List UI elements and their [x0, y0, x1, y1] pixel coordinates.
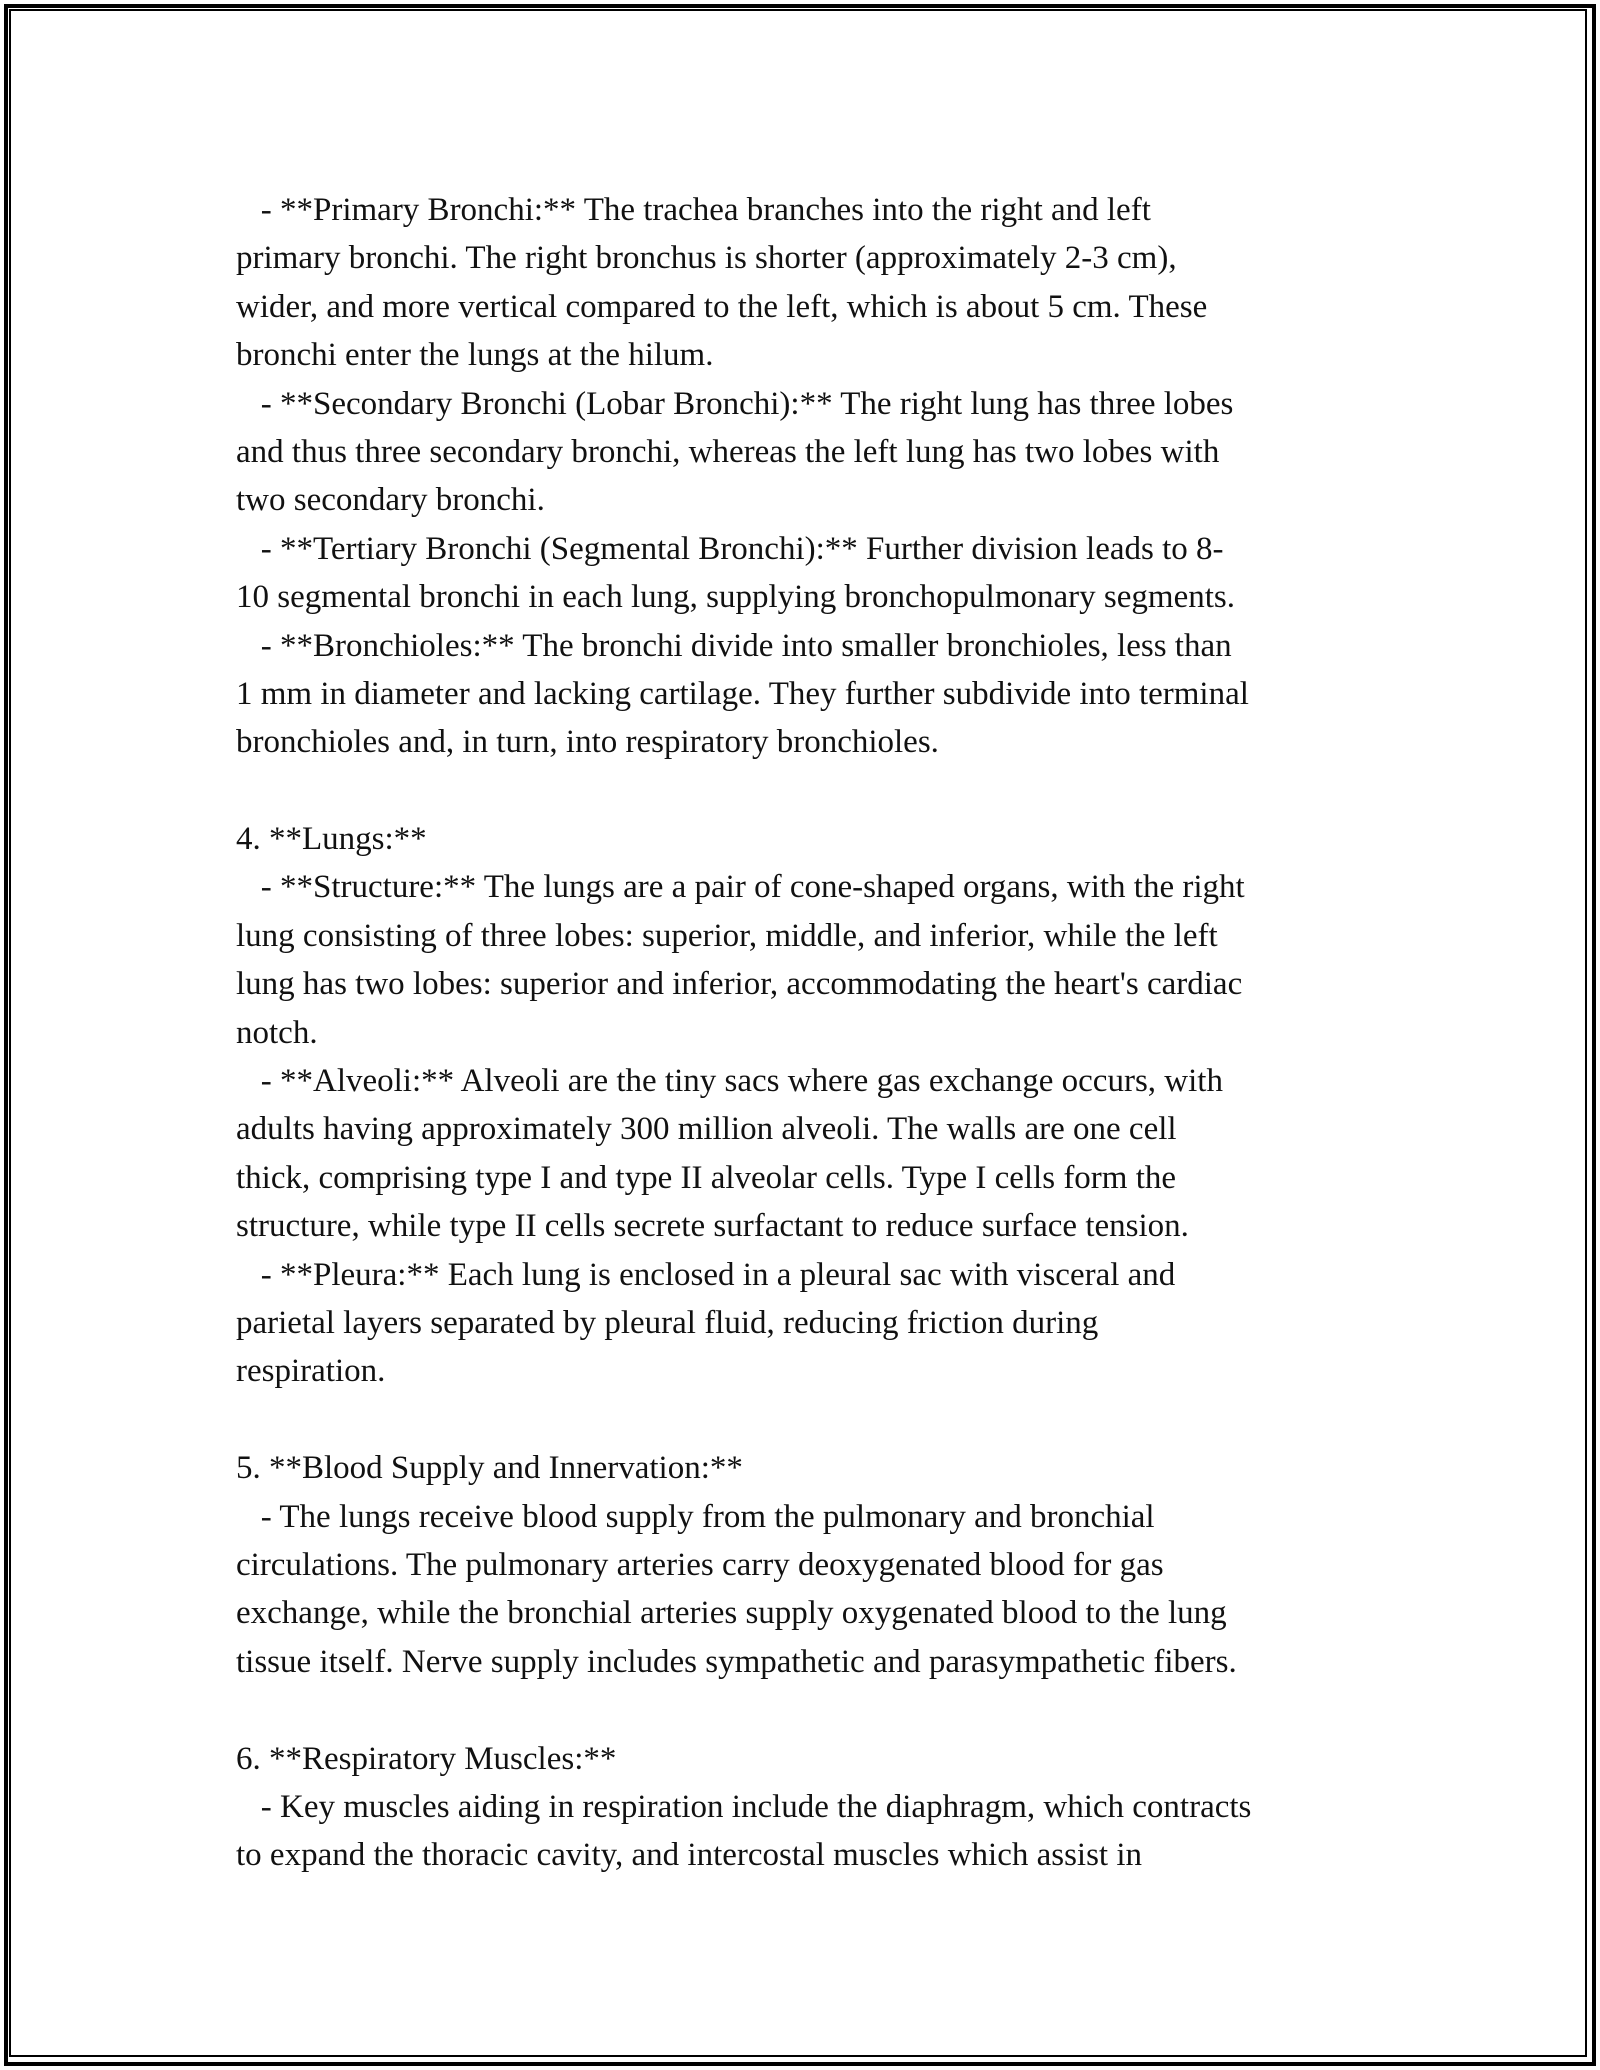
blank-line — [236, 1686, 1406, 1734]
text-line: 1 mm in diameter and lacking cartilage. They further subdivide into terminal — [236, 675, 1249, 712]
text-line: structure, while type II cells secrete surfactant to reduce surface tension. — [236, 1208, 1189, 1245]
blank-line — [236, 1396, 1406, 1444]
text-line: notch. — [236, 1014, 318, 1051]
text-line: 5. **Blood Supply and Innervation:** — [236, 1450, 743, 1487]
text-line: bronchi enter the lungs at the hilum. — [236, 337, 714, 374]
text-line: primary bronchi. The right bronchus is shorter (approximately 2-3 cm), — [236, 240, 1177, 277]
text-line: - **Bronchioles:** The bronchi divide into smaller bronchioles, less than — [236, 627, 1232, 664]
text-line: lung consisting of three lobes: superior, middle, and inferior, while the left — [236, 917, 1218, 954]
text-line: circulations. The pulmonary arteries carry deoxygenated blood for gas — [236, 1546, 1164, 1583]
document-body — [236, 186, 1406, 1880]
text-line: - **Primary Bronchi:** The trachea branches into the right and left — [236, 192, 1151, 228]
text-line: 4. **Lungs:** — [236, 821, 427, 858]
text-line: bronchioles and, in turn, into respiratory bronchioles. — [236, 724, 939, 761]
text-line: thick, comprising type I and type II alveolar cells. Type I cells form the — [236, 1159, 1177, 1196]
text-line: 6. **Respiratory Muscles:** — [236, 1740, 617, 1777]
text-line: two secondary bronchi. — [236, 482, 545, 519]
text-line: - **Alveoli:** Alveoli are the tiny sacs where gas exchange occurs, with — [236, 1063, 1223, 1100]
text-line: adults having approximately 300 million alveoli. The walls are one cell — [236, 1111, 1177, 1148]
text-line: lung has two lobes: superior and inferior, accommodating the heart's cardiac — [236, 966, 1243, 1003]
text-line: parietal layers separated by pleural fluid, reducing friction during — [236, 1304, 1099, 1341]
text-line: - The lungs receive blood supply from the pulmonary and bronchial — [236, 1498, 1155, 1535]
text-line: wider, and more vertical compared to the left, which is about 5 cm. These — [236, 288, 1208, 325]
text-line: to expand the thoracic cavity, and intercostal muscles which assist in — [236, 1837, 1143, 1874]
text-line: - **Pleura:** Each lung is enclosed in a pleural sac with visceral and — [236, 1256, 1176, 1293]
text-line: - Key muscles aiding in respiration include the diaphragm, which contracts — [236, 1788, 1252, 1825]
text-line: - **Tertiary Bronchi (Segmental Bronchi):** Further division leads to 8- — [236, 530, 1224, 567]
text-line: - **Structure:** The lungs are a pair of cone-shaped organs, with the right — [236, 869, 1245, 906]
text-line: tissue itself. Nerve supply includes sympathetic and parasympathetic fibers. — [236, 1643, 1237, 1680]
text-line: and thus three secondary bronchi, whereas the left lung has two lobes with — [236, 433, 1220, 470]
blank-line — [236, 767, 1406, 815]
text-line: 10 segmental bronchi in each lung, supplying bronchopulmonary segments. — [236, 579, 1235, 616]
text-line: - **Secondary Bronchi (Lobar Bronchi):** The right lung has three lobes — [236, 385, 1234, 422]
text-line: exchange, while the bronchial arteries supply oxygenated blood to the lung — [236, 1595, 1227, 1632]
text-line: respiration. — [236, 1353, 386, 1390]
